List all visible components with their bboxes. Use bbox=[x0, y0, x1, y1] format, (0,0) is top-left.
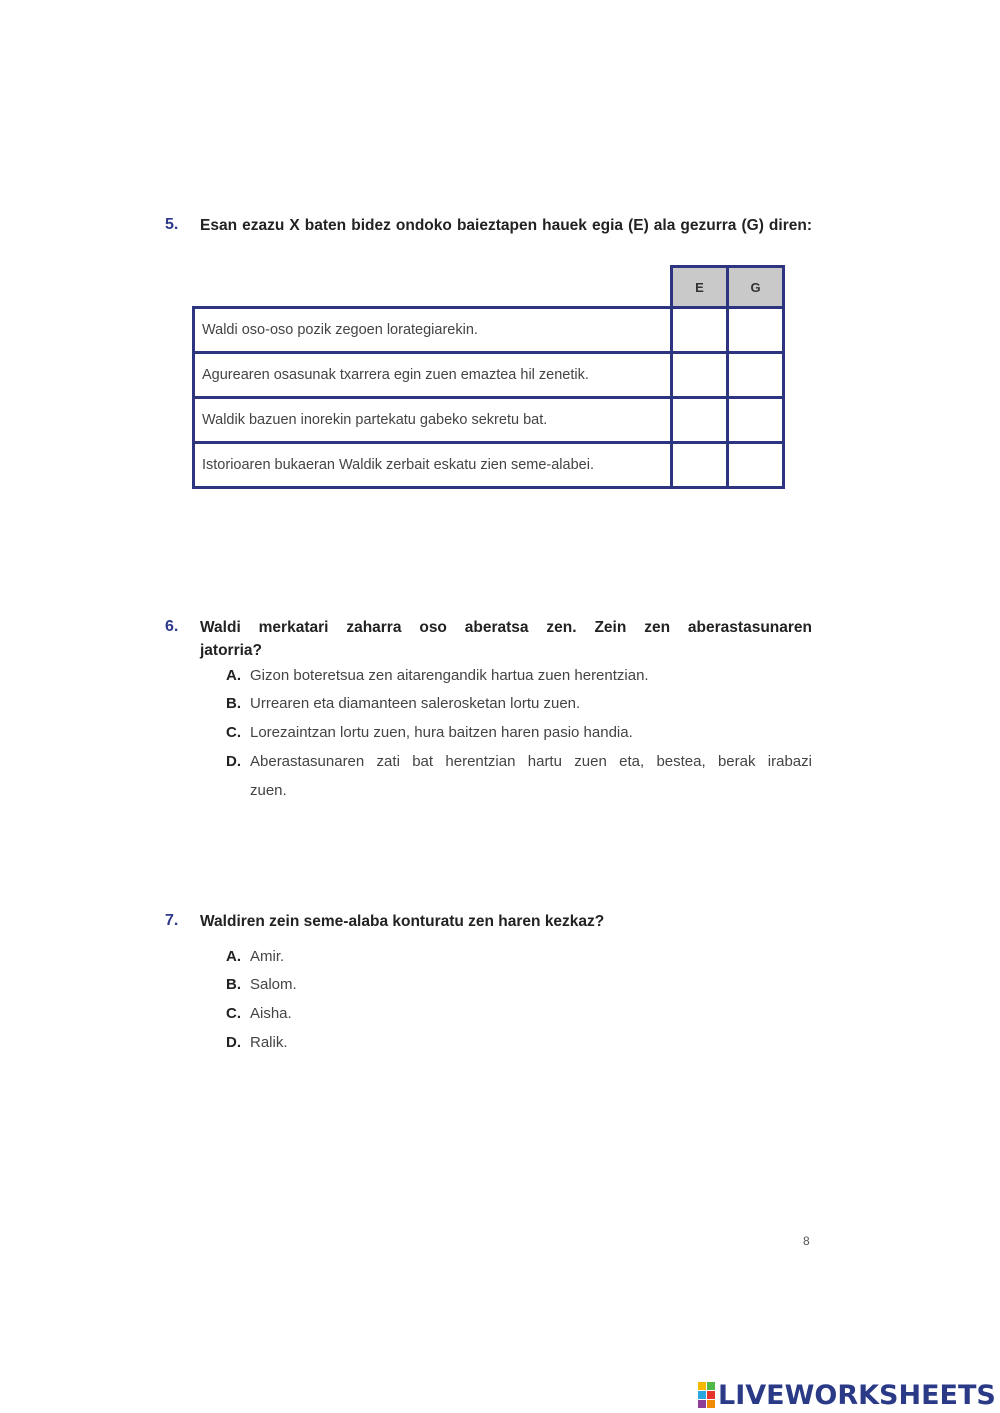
option-7b[interactable] bbox=[226, 970, 812, 999]
option-7c[interactable] bbox=[226, 999, 812, 1028]
question-6-number: 6. bbox=[165, 618, 179, 635]
page-number: 8 bbox=[803, 1234, 810, 1248]
option-letter: D. bbox=[226, 1034, 241, 1051]
option-text: Gizon boteretsua zen aitarengandik hartua zuen herentzian. bbox=[250, 667, 649, 684]
question-7-text: Waldiren zein seme-alaba konturatu zen haren kezkaz? bbox=[200, 913, 605, 930]
option-text: Aberastasunaren zati bat herentzian hartu zuen eta, bestea, berak irabazi bbox=[250, 753, 812, 770]
liveworksheets-logo[interactable] bbox=[698, 1378, 996, 1412]
answer-box-g-2[interactable] bbox=[728, 353, 784, 398]
table-row bbox=[194, 308, 784, 353]
answer-box-e-4[interactable] bbox=[672, 443, 728, 488]
statement-1: Waldi oso-oso pozik zegoen lorategiarekin. bbox=[194, 308, 672, 353]
option-letter: C. bbox=[226, 724, 241, 741]
option-letter: D. bbox=[226, 753, 241, 770]
question-5-number: 5. bbox=[165, 216, 179, 233]
column-header-e: E bbox=[672, 267, 728, 308]
option-text: Salom. bbox=[250, 976, 297, 993]
table-header-blank bbox=[194, 267, 672, 308]
option-6b[interactable] bbox=[226, 689, 812, 718]
table-header-row bbox=[194, 267, 784, 308]
option-text: Urrearen eta diamanteen salerosketan lortu zuen. bbox=[250, 695, 581, 712]
column-header-g: G bbox=[728, 267, 784, 308]
answer-box-e-1[interactable] bbox=[672, 308, 728, 353]
option-letter: B. bbox=[226, 976, 241, 993]
option-letter: B. bbox=[226, 695, 241, 712]
table-row bbox=[194, 443, 784, 488]
table-row bbox=[194, 398, 784, 443]
option-letter: A. bbox=[226, 948, 241, 965]
true-false-table bbox=[192, 265, 785, 489]
logo-text: LIVEWORKSHEETS bbox=[718, 1379, 996, 1411]
option-text: Aisha. bbox=[250, 1005, 292, 1022]
answer-box-e-3[interactable] bbox=[672, 398, 728, 443]
option-text: Ralik. bbox=[250, 1034, 288, 1051]
answer-box-g-1[interactable] bbox=[728, 308, 784, 353]
statement-3: Waldik bazuen inorekin partekatu gabeko sekretu bat. bbox=[194, 398, 672, 443]
statement-2: Agurearen osasunak txarrera egin zuen emaztea hil zenetik. bbox=[194, 353, 672, 398]
option-7a[interactable] bbox=[226, 942, 812, 971]
table-row bbox=[194, 353, 784, 398]
answer-box-g-4[interactable] bbox=[728, 443, 784, 488]
option-letter: A. bbox=[226, 667, 241, 684]
answer-box-e-2[interactable] bbox=[672, 353, 728, 398]
option-letter: C. bbox=[226, 1005, 241, 1022]
option-7d[interactable] bbox=[226, 1028, 812, 1057]
answer-box-g-3[interactable] bbox=[728, 398, 784, 443]
question-6-text-end: jatorria? bbox=[200, 642, 263, 659]
option-text: Lorezaintzan lortu zuen, hura baitzen haren pasio handia. bbox=[250, 724, 633, 741]
option-text: Amir. bbox=[250, 948, 285, 965]
question-7-number: 7. bbox=[165, 912, 179, 929]
question-6-text: Waldi merkatari zaharra oso aberatsa zen. Zein zen aberastasunaren bbox=[200, 619, 812, 636]
statement-4: Istorioaren bukaeran Waldik zerbait eskatu zien seme-alabei. bbox=[194, 443, 672, 488]
option-6d-continued: zuen. bbox=[250, 782, 287, 799]
liveworksheets-logo-icon bbox=[698, 1382, 715, 1408]
option-6c[interactable] bbox=[226, 718, 812, 747]
question-5-text: Esan ezazu X baten bidez ondoko baieztapen hauek egia (E) ala gezurra (G) diren: bbox=[200, 217, 812, 234]
option-6a[interactable] bbox=[226, 661, 812, 690]
option-6d[interactable] bbox=[226, 747, 812, 776]
